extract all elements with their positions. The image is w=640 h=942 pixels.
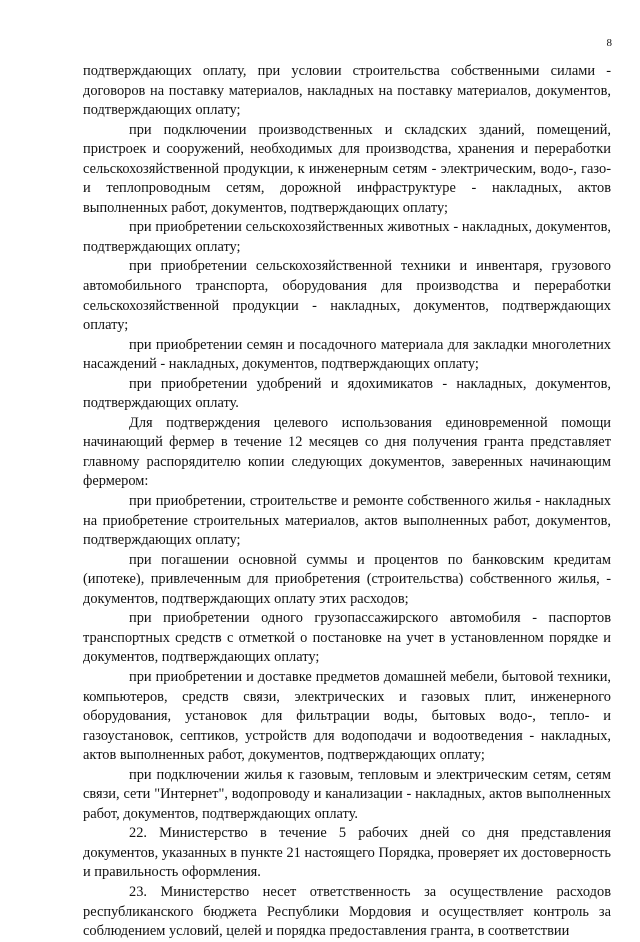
paragraph: при приобретении удобрений и ядохимикатов - накладных, документов, подтверждающих оплату. [83,375,611,412]
paragraph: при приобретении сельскохозяйственных животных - накладных, документов, подтверждающих оплату; [83,219,611,255]
paragraph: 22. Министерство в течение 5 рабочих дней со дня представления документов, указанных в пункте 21 настоящего Порядка, проверяет их достоверность и правильность оформления. [83,825,611,881]
paragraph: при приобретении одного грузопассажирского автомобиля - паспортов транспортных средств с отметкой о постановке на учет в установленном порядке и документов, подтверждающих оплату; [83,610,611,666]
paragraph: при подключении производственных и складских зданий, помещений, пристроек и сооружений, необходимых для производства, хранения и переработки сельскохозяйственной продукции, к инженерным сетям - электрическим, водо-, газо- и теплопроводным сетям, дорожной инфраструктуре - накладных, актов выполненных работ, документов, подтверждающих оплату; [83,121,611,216]
paragraph: при приобретении, строительстве и ремонте собственного жилья - накладных на приобретение строительных материалов, актов выполненных работ, документов, подтверждающих оплату; [83,493,611,549]
paragraph: при приобретении семян и посадочного материала для закладки многолетних насаждений - накладных, документов, подтверждающих оплату; [83,336,611,373]
paragraph: Для подтверждения целевого использования единовременной помощи начинающий фермер в течение 12 месяцев со дня получения гранта представляет главному распорядителю копии следующих документов, заверенных начинающим фермером: [83,414,611,490]
paragraph: при погашении основной суммы и процентов по банковским кредитам (ипотеке), привлеченным для приобретения (строительства) собственного жилья, - документов, подтверждающих оплату этих расходов; [83,551,611,607]
paragraph: 23. Министерство несет ответственность за осуществление расходов республиканского бюджета Республики Мордовия и осуществляет контроль за соблюдением условий, целей и порядка предоставления гранта, в соответствии [83,883,611,940]
page-number: 8 [606,37,612,49]
paragraph: при подключении жилья к газовым, тепловым и электрическим сетям, сетям связи, сети "Интернет", водопроводу и канализации - накладных, актов выполненных работ, документов, подтверждающих оплату. [83,766,611,822]
paragraph: при приобретении и доставке предметов домашней мебели, бытовой техники, компьютеров, средств связи, электрических и газовых плит, инженерного оборудования, установок для фильтрации воды, бытовых водо-, тепло- и газоустановок, септиков, устройств для водоподачи и водоотведения - накладных, актов выполненных работ, документов, подтверждающих оплату; [83,668,611,764]
paragraph: при приобретении сельскохозяйственной техники и инвентаря, грузового автомобильного транспорта, оборудования для производства и переработки сельскохозяйственной продукции - накладных, документов, подтверждающих оплату; [83,258,611,334]
document-body [83,62,611,942]
paragraph: подтверждающих оплату, при условии строительства собственными силами - договоров на поставку материалов, накладных на поставку материалов, документов, подтверждающих оплату; [83,63,611,119]
